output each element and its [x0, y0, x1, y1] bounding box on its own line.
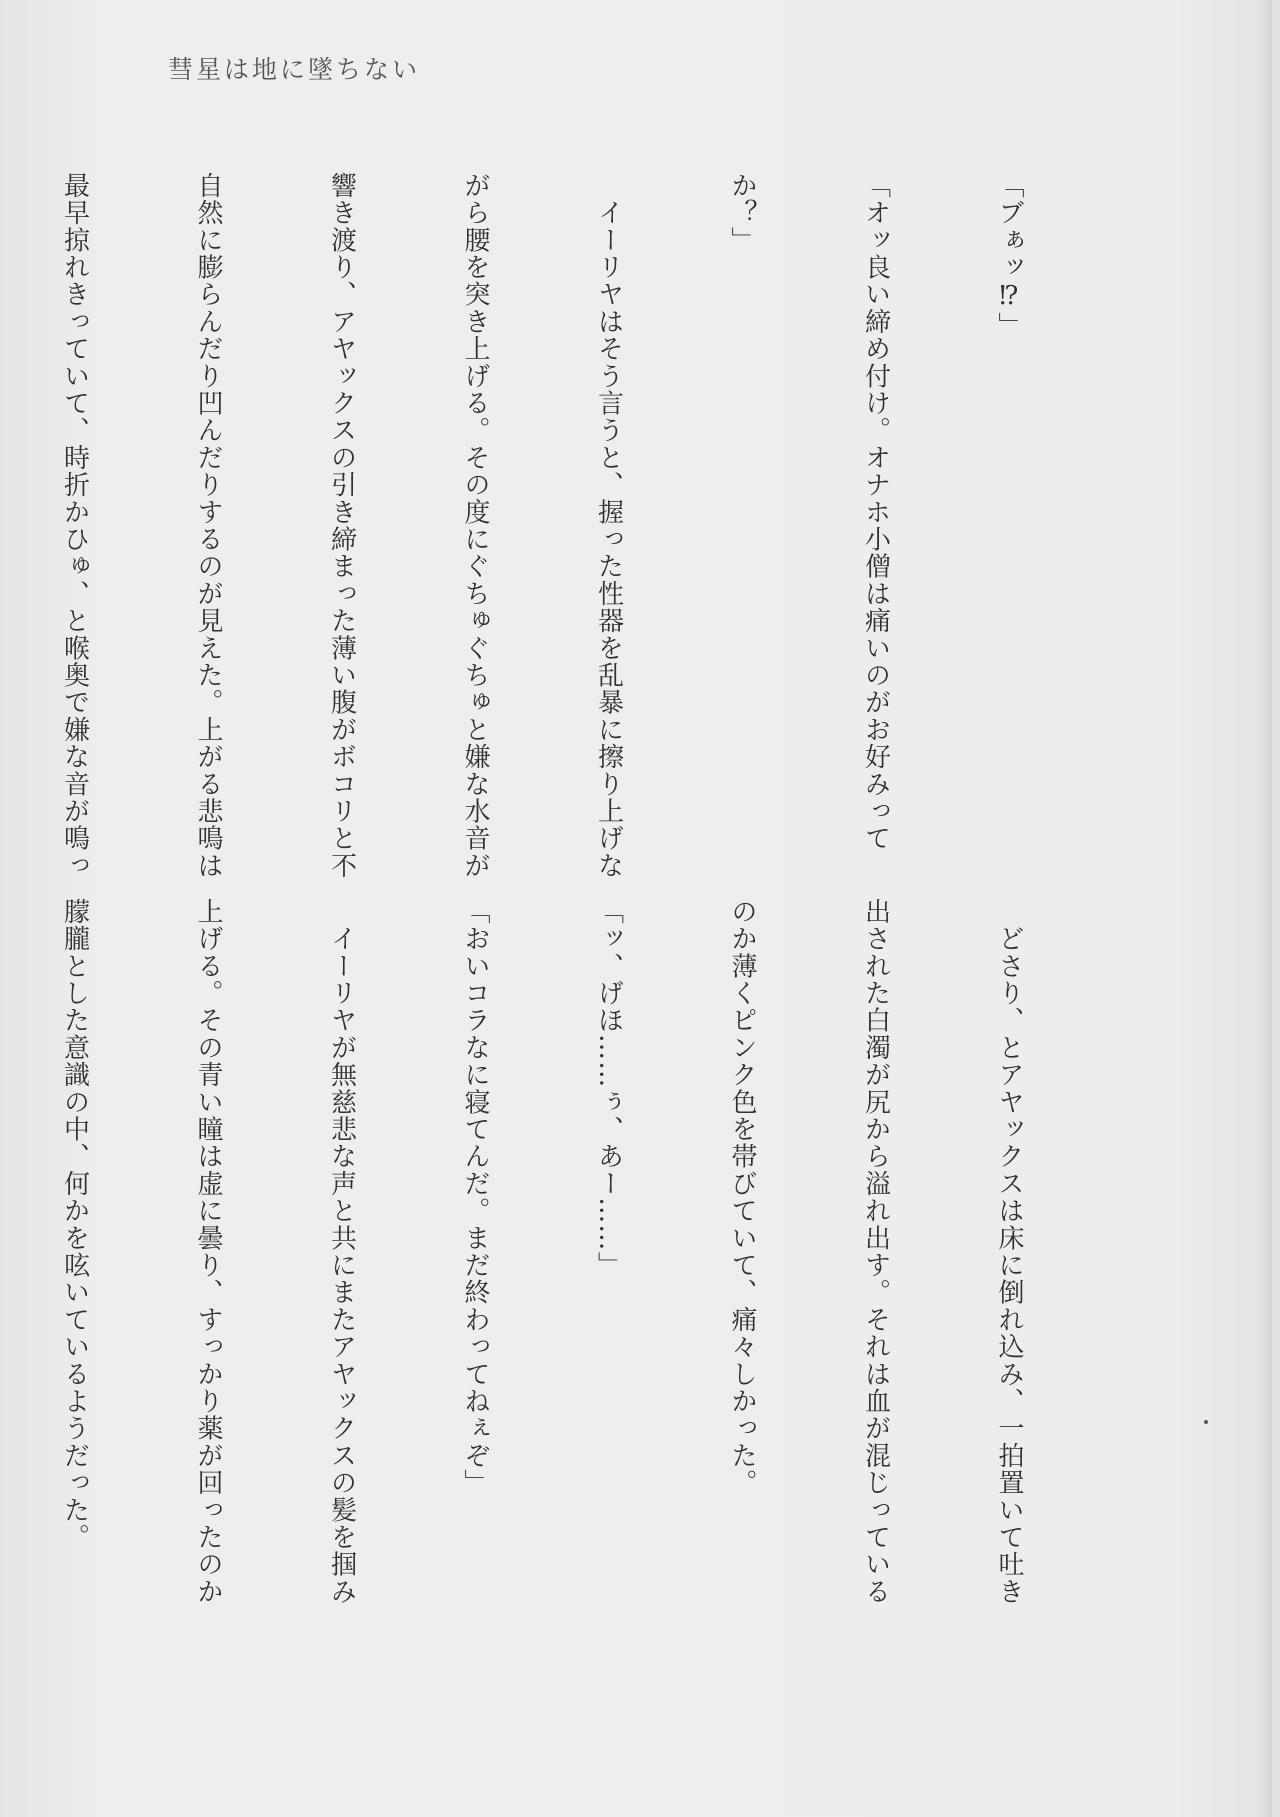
upper-text-block — [0, 172, 1120, 880]
lower-text-block — [0, 898, 1120, 1658]
running-head: 彗星は地に墜ちない — [168, 55, 421, 84]
text-column: イーリヤが無慈悲な声と共にまたアヤックスの髪を掴み — [326, 898, 357, 1606]
text-column: 「ッ、げほ……ぅ、あー……」 — [593, 898, 624, 1279]
text-column: 「オッ良い締め付け。オナホ小僧は痛いのがお好みって — [860, 172, 891, 852]
text-column: 「ブぁッ⁉」 — [994, 172, 1024, 340]
text-column: か？」 — [727, 172, 757, 254]
text-column: 出された白濁が尻から溢れ出す。それは血が混じっている — [860, 898, 891, 1606]
text-column: がら腰を突き上げる。その度にぐちゅぐちゅと嫌な水音が — [460, 172, 490, 880]
ink-speck — [1204, 1420, 1208, 1424]
text-column: 響き渡り、アヤックスの引き締まった薄い腹がボコリと不 — [326, 172, 357, 880]
text-column: 自然に膨らんだり凹んだりするのが見えた。上がる悲鳴は — [193, 172, 223, 880]
text-column: どさり、とアヤックスは床に倒れ込み、一拍置いて吐き — [994, 898, 1024, 1606]
text-column: 「おいコラなに寝てんだ。まだ終わってねぇぞ」 — [460, 898, 490, 1497]
text-column: のか薄くピンク色を帯びていて、痛々しかった。 — [727, 898, 757, 1497]
text-column: 朦朧とした意識の中、何かを呟いているようだった。 — [59, 898, 90, 1551]
text-column: 上げる。その青い瞳は虚に曇り、すっかり薬が回ったのか — [193, 898, 223, 1606]
text-column: イーリヤはそう言うと、握った性器を乱暴に擦り上げな — [593, 172, 624, 880]
text-column: 最早掠れきっていて、時折かひゅ、と喉奥で嫌な音が鳴っ — [59, 172, 90, 880]
